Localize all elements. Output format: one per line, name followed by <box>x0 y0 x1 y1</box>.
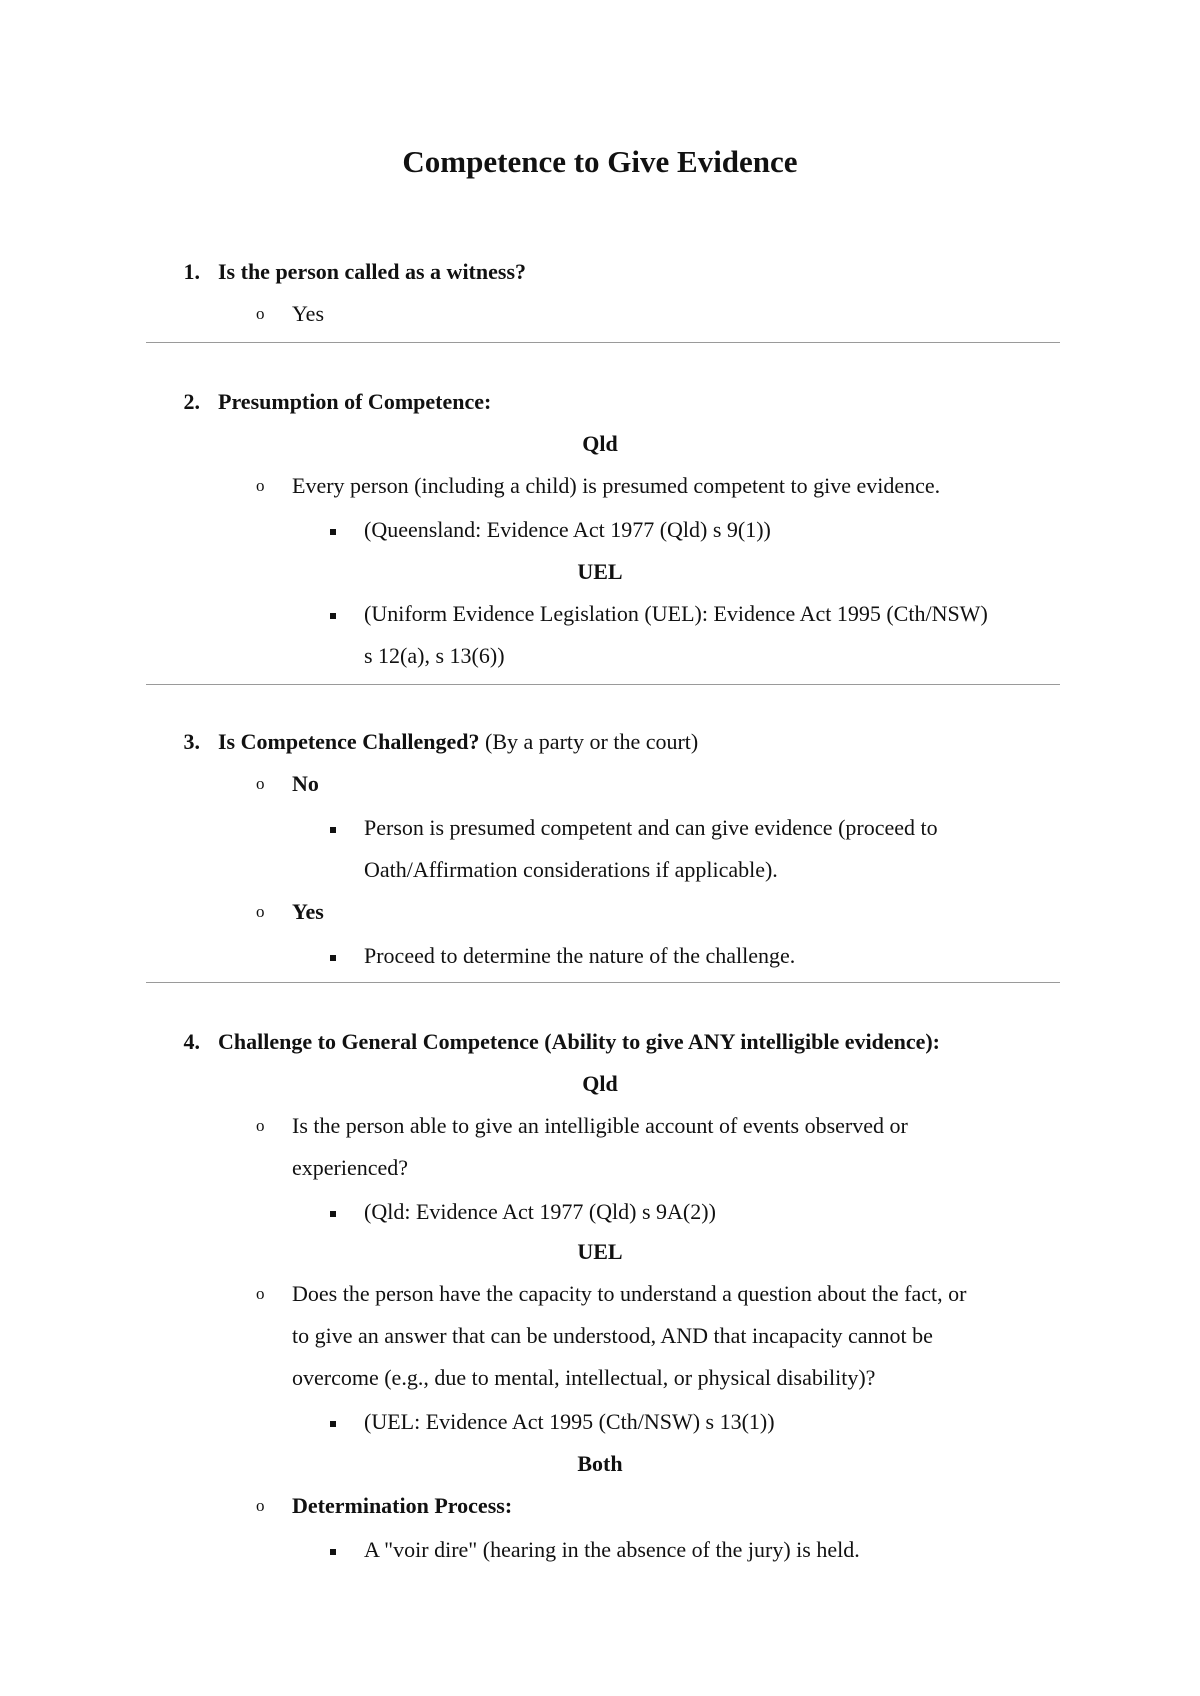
circle-bullet-icon: o <box>256 1496 265 1515</box>
section-2-uel-ref-line2: s 12(a), s 13(6)) <box>364 643 505 668</box>
section-2-number: 2. <box>183 389 200 414</box>
section-3-number: 3. <box>183 729 200 754</box>
section-4-uel-q-line3: overcome (e.g., due to mental, intellectual, or physical disability)? <box>292 1365 876 1390</box>
square-bullet-icon <box>330 1211 336 1217</box>
section-3-heading-line <box>218 728 698 756</box>
section-4-both-label: Both <box>577 1451 623 1476</box>
section-4-uel-ref: (UEL: Evidence Act 1995 (Cth/NSW) s 13(1)) <box>364 1409 775 1434</box>
section-2-qld-text: Every person (including a child) is presumed competent to give evidence. <box>292 473 941 498</box>
section-3-yes-label: Yes <box>292 899 324 924</box>
section-4-uel-label: UEL <box>577 1239 623 1264</box>
section-4-number: 4. <box>183 1029 200 1054</box>
square-bullet-icon <box>330 613 336 619</box>
section-divider <box>146 684 1060 685</box>
circle-bullet-icon: o <box>256 774 265 793</box>
square-bullet-icon <box>330 1421 336 1427</box>
section-2-qld-label: Qld <box>582 431 618 456</box>
section-4-process-label: Determination Process: <box>292 1493 513 1518</box>
section-divider <box>146 342 1060 343</box>
section-3-heading-suffix: (By a party or the court) <box>479 729 699 754</box>
circle-bullet-icon: o <box>256 1284 265 1303</box>
section-3-no-text-line1: Person is presumed competent and can give evidence (proceed to <box>364 815 938 840</box>
section-2-uel-ref-line1: (Uniform Evidence Legislation (UEL): Evidence Act 1995 (Cth/NSW) <box>364 601 988 626</box>
circle-bullet-icon: o <box>256 1116 265 1135</box>
section-2-uel-label: UEL <box>577 559 623 584</box>
section-1-yes: Yes <box>292 301 325 326</box>
section-divider <box>146 982 1060 983</box>
square-bullet-icon <box>330 955 336 961</box>
square-bullet-icon <box>330 1549 336 1555</box>
section-2-heading: Presumption of Competence: <box>218 389 492 414</box>
section-4-qld-q-line1: Is the person able to give an intelligible account of events observed or <box>292 1113 908 1138</box>
section-3-yes-text: Proceed to determine the nature of the challenge. <box>364 943 796 968</box>
section-1-number: 1. <box>183 259 200 284</box>
circle-bullet-icon: o <box>256 476 265 495</box>
section-4-qld-label: Qld <box>582 1071 618 1096</box>
section-4-qld-q-line2: experienced? <box>292 1155 409 1180</box>
circle-bullet-icon: o <box>256 304 265 323</box>
section-3-no-label: No <box>292 771 319 796</box>
section-4-heading: Challenge to General Competence (Ability to give ANY intelligible evidence): <box>218 1029 941 1054</box>
section-4-uel-q-line1: Does the person have the capacity to understand a question about the fact, or <box>292 1281 967 1306</box>
section-4-process-text: A "voir dire" (hearing in the absence of the jury) is held. <box>364 1537 860 1562</box>
circle-bullet-icon: o <box>256 902 265 921</box>
page-title: Competence to Give Evidence <box>402 144 798 179</box>
section-4-qld-ref: (Qld: Evidence Act 1977 (Qld) s 9A(2)) <box>364 1199 716 1224</box>
section-2-qld-ref: (Queensland: Evidence Act 1977 (Qld) s 9(1)) <box>364 517 771 542</box>
square-bullet-icon <box>330 529 336 535</box>
section-1-heading: Is the person called as a witness? <box>218 259 527 284</box>
section-4-uel-q-line2: to give an answer that can be understood, AND that incapacity cannot be <box>292 1323 933 1348</box>
section-3-no-text-line2: Oath/Affirmation considerations if applicable). <box>364 857 778 882</box>
square-bullet-icon <box>330 827 336 833</box>
section-3-heading: Is Competence Challenged? <box>218 729 480 754</box>
